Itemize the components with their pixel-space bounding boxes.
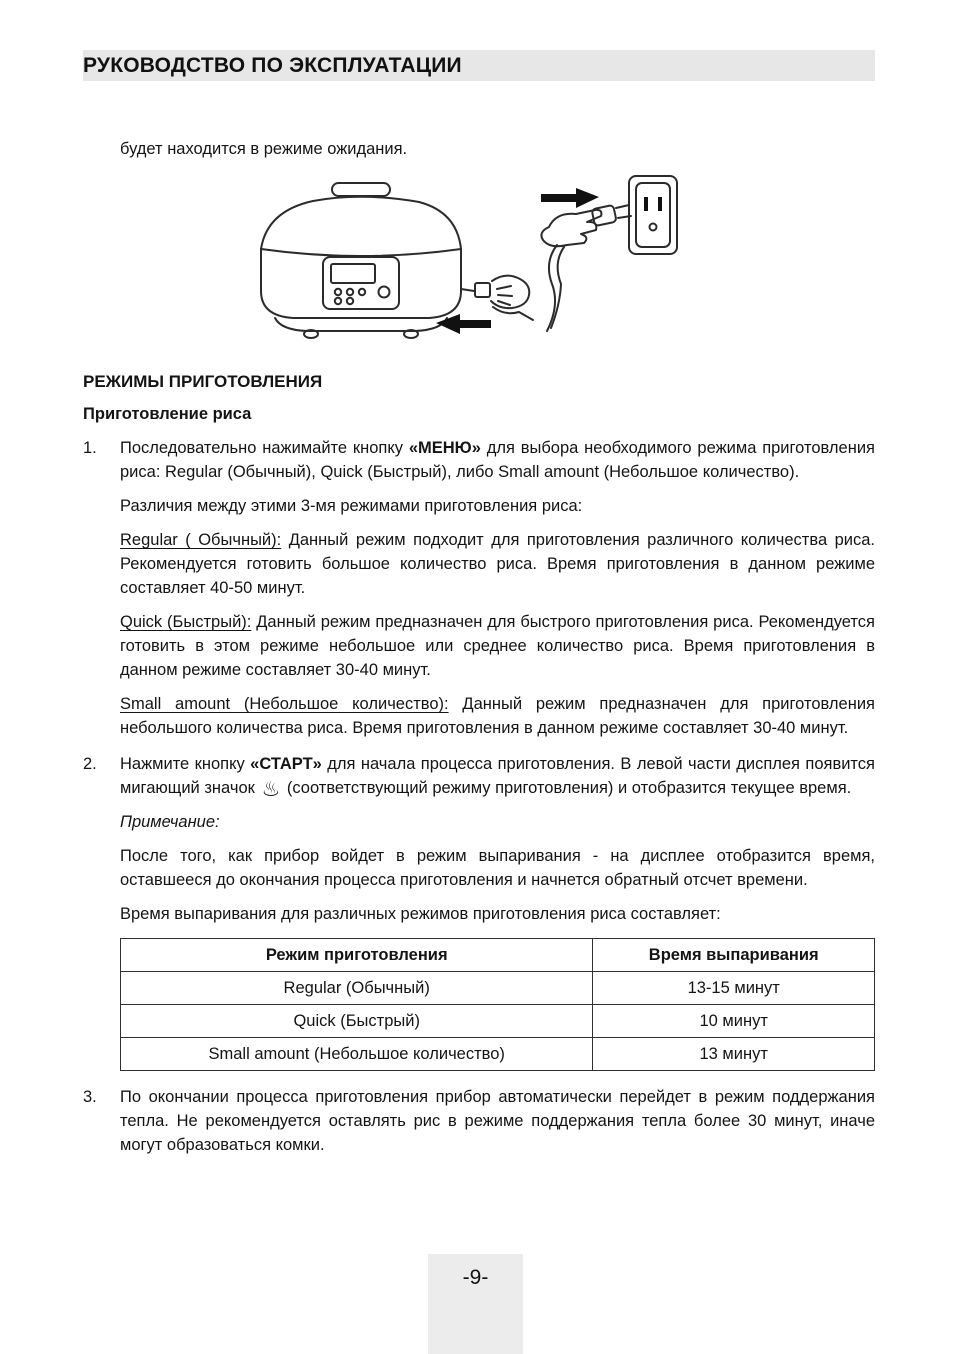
footer-block (428, 1254, 523, 1354)
step-1-number: 1. (83, 439, 97, 457)
step-2 (83, 752, 875, 1073)
intro-text: будет находится в режиме ожидания. (120, 140, 408, 158)
table-cell-time: 13 минут (593, 1038, 875, 1071)
rice-cooker (261, 183, 461, 338)
text-run: для начала процесса приготовления. В левой части дисплея появится мигающий значок (120, 755, 875, 797)
step-3-body (120, 1085, 875, 1157)
modes-heading: РЕЖИМЫ ПРИГОТОВЛЕНИЯ (83, 372, 323, 391)
text-run: Данный режим подходит для приготовления различного количества риса. Рекомендуется готовить большое количество риса. Время приготовления в данном режиме составляет 40-50 минут. (120, 531, 875, 597)
step-1-body (120, 436, 875, 740)
table-row (121, 1038, 875, 1071)
arrow-right-icon (541, 188, 599, 208)
rice-cooking-heading: Приготовление риса (83, 405, 252, 423)
step-2-paragraph-start (120, 752, 875, 800)
start-button-label: «СТАРТ» (250, 755, 322, 773)
table-row (121, 1005, 875, 1038)
small-amount-paragraph (120, 692, 875, 740)
table-cell-mode: Small amount (Небольшое количество) (121, 1038, 593, 1071)
step-1 (83, 436, 875, 740)
page-title: РУКОВОДСТВО ПО ЭКСПЛУАТАЦИИ (83, 53, 462, 77)
text-run: Данный режим предназначен для быстрого приготовления риса. Рекомендуется готовить в этом режиме небольшое или среднее количество риса. Время приготовления в данном режиме составляет 30-40 минут. (120, 613, 875, 679)
table-header-row (121, 939, 875, 972)
note-label: Примечание: (120, 813, 220, 831)
page-content (83, 0, 875, 1157)
plug-in-illustration (231, 171, 875, 348)
table-cell-time: 10 минут (593, 1005, 875, 1038)
step-3-number: 3. (83, 1088, 97, 1106)
table-cell-mode: Quick (Быстрый) (121, 1005, 593, 1038)
wall-outlet (629, 176, 677, 254)
table-cell-mode: Regular (Обычный) (121, 972, 593, 1005)
small-amount-label: Small amount (Небольшое количество): (120, 695, 449, 713)
step-1-paragraph-menu (120, 436, 875, 484)
menu-button-label: «МЕНЮ» (408, 439, 481, 457)
setup-illustration-svg (231, 171, 691, 343)
text-run: Нажмите кнопку (120, 755, 251, 773)
table-cell-time: 13-15 минут (593, 972, 875, 1005)
table-header-time: Время выпаривания (593, 939, 875, 972)
text-run: (соответствующий режиму приготовления) и отобразится текущее время. (282, 779, 852, 797)
header-bar (83, 50, 875, 81)
connector-plug-hand (461, 276, 533, 320)
regular-mode-label: Regular ( Обычный): (120, 531, 282, 549)
table-row (121, 972, 875, 1005)
steaming-time-table (120, 938, 875, 1071)
steam-icon: ♨ (261, 778, 281, 801)
steaming-time-intro: Время выпаривания для различных режимов приготовления риса составляет: (120, 905, 721, 923)
text-run: Последовательно нажимайте кнопку (120, 439, 409, 457)
quick-mode-paragraph (120, 610, 875, 682)
regular-mode-paragraph (120, 528, 875, 600)
note-text: После того, как прибор войдет в режим выпаривания - на дисплее отобразится время, оставшееся до окончания процесса приготовления и начнется обратный отсчет времени. (120, 847, 875, 889)
step-3 (83, 1085, 875, 1157)
arrow-left-icon (436, 314, 491, 334)
text-run: для выбора необходимого режима приготовления риса: Regular (Обычный), Quick (Быстрый), либо Small amount (Небольшое количество). (120, 439, 875, 481)
table-header-mode: Режим приготовления (121, 939, 593, 972)
step-2-body (120, 752, 875, 1073)
step-2-number: 2. (83, 755, 97, 773)
quick-mode-label: Quick (Быстрый): (120, 613, 252, 631)
power-plug-hand (541, 205, 631, 331)
step-3-paragraph: По окончании процесса приготовления прибор автоматически перейдет в режим поддержания тепла. Не рекомендуется оставлять рис в режиме поддержания тепла более 30 минут, иначе могут образоваться комки. (120, 1088, 875, 1154)
text-run: Данный режим предназначен для приготовления небольшого количества риса. Время приготовления в данном режиме составляет 30-40 минут. (120, 695, 875, 737)
page-number: -9- (462, 1266, 489, 1289)
step-1-paragraph-differences: Различия между этими 3-мя режимами приготовления риса: (120, 497, 583, 515)
